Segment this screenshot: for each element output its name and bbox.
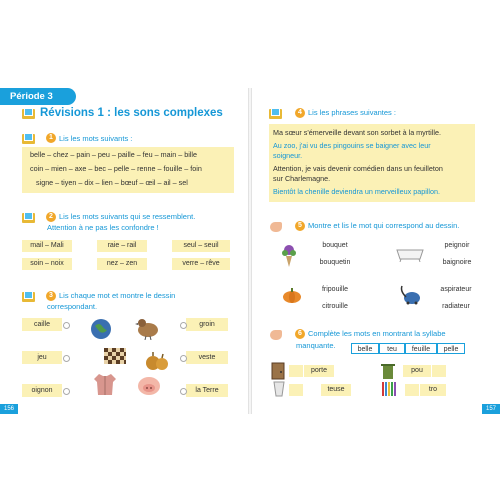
exercise-2-instruction: Lis les mots suivants qui se ressemblent. <box>59 212 196 221</box>
word-fragment: tro <box>420 384 446 396</box>
exercise-6-instruction: manquante. <box>296 341 336 350</box>
blank-slot[interactable] <box>289 365 303 377</box>
hand-pointing-icon <box>270 222 282 232</box>
word-option[interactable]: bouquetin <box>319 259 351 266</box>
blank-slot[interactable] <box>289 384 303 396</box>
bouquet-icon[interactable] <box>280 244 298 268</box>
word-pair[interactable]: seul – seuil <box>172 240 230 252</box>
jacket-icon[interactable] <box>93 372 117 396</box>
exercise-3-instruction: correspondant. <box>47 302 98 311</box>
link-dot[interactable] <box>63 355 70 362</box>
pumpkin-icon[interactable] <box>282 286 302 304</box>
exercise-1-instruction: Lis les mots suivants : <box>59 134 133 143</box>
exercise-3-instruction: Lis chaque mot et montre le dessin <box>59 291 176 300</box>
blank-slot[interactable] <box>432 365 446 377</box>
syllable-option[interactable]: belle <box>351 343 379 354</box>
sentence-line: soigneur. <box>273 151 303 160</box>
word-line: signe – tiyen – dix – lien – bœuf – œil – ail – sel <box>36 178 188 187</box>
sentence-line: Au zoo, j'ai vu des pingouins se baigner avec leur <box>273 141 431 150</box>
word-card[interactable]: jeu <box>22 351 62 364</box>
sentence-line: Attention, je vais devenir comédien dans un feuilleton <box>273 164 443 173</box>
book-icon <box>22 133 35 144</box>
exercise-6-instruction: Complète les mots en montrant la syllabe <box>308 329 446 338</box>
pencils-icon[interactable] <box>381 381 397 397</box>
trash-icon[interactable] <box>381 362 395 380</box>
word-card[interactable]: caille <box>22 318 62 331</box>
syllable-option[interactable]: teu <box>379 343 405 354</box>
globe-icon[interactable] <box>90 318 112 340</box>
vacuum-icon[interactable] <box>398 285 422 305</box>
exercise-number: 5 <box>295 221 305 231</box>
page-number: 157 <box>482 404 500 414</box>
exercise-number: 6 <box>295 329 305 339</box>
link-dot[interactable] <box>63 322 70 329</box>
onion-icon[interactable] <box>145 350 169 372</box>
word-line: belle – chez – pain – peu – paille – feu – main – bille <box>30 150 198 159</box>
word-option[interactable]: radiateur <box>442 303 470 310</box>
bathtub-icon[interactable] <box>395 246 425 262</box>
exercise-2-instruction: Attention à ne pas les confondre ! <box>47 223 159 232</box>
exercise-number: 3 <box>46 291 56 301</box>
word-pair[interactable]: mail – Mali <box>22 240 72 252</box>
exercise-number: 2 <box>46 212 56 222</box>
quail-icon[interactable] <box>135 316 161 340</box>
word-pair[interactable]: raie – rail <box>97 240 147 252</box>
hand-pointing-icon <box>270 330 282 340</box>
word-fragment: porte <box>304 365 334 377</box>
word-card[interactable]: veste <box>186 351 228 364</box>
word-pair[interactable]: nez – zen <box>97 258 147 270</box>
blank-slot[interactable] <box>405 384 419 396</box>
word-option[interactable]: aspirateur <box>440 286 472 293</box>
link-dot[interactable] <box>180 322 187 329</box>
sentence-line: Ma sœur s'émerveille devant son sorbet à la myrtille. <box>273 128 441 137</box>
word-fragment: pou <box>403 365 431 377</box>
page-title: Révisions 1 : les sons complexes <box>40 107 223 119</box>
book-icon <box>22 108 35 119</box>
periode-tab: Période 3 <box>0 88 76 105</box>
word-card[interactable]: la Terre <box>186 384 228 397</box>
word-option[interactable]: bouquet <box>322 242 348 249</box>
book-icon <box>22 291 35 302</box>
glass-icon[interactable] <box>272 381 286 397</box>
syllable-option[interactable]: pelle <box>437 343 465 354</box>
word-line: coin – mien – axe – bec – pelle – renne – fouille – foin <box>30 164 202 173</box>
word-pair[interactable]: soin – noix <box>22 258 72 270</box>
syllable-option[interactable]: feuille <box>405 343 437 354</box>
door-icon[interactable] <box>271 362 285 380</box>
book-icon <box>269 108 282 119</box>
word-option[interactable]: baignoire <box>442 259 472 266</box>
page-number: 156 <box>0 404 18 414</box>
word-pair[interactable]: verre – rêve <box>172 258 230 270</box>
exercise-number: 1 <box>46 133 56 143</box>
link-dot[interactable] <box>180 388 187 395</box>
word-option[interactable]: citrouille <box>322 303 348 310</box>
exercise-5-instruction: Montre et lis le mot qui correspond au dessin. <box>308 221 460 230</box>
word-card[interactable]: groin <box>186 318 228 331</box>
book-icon <box>22 212 35 223</box>
pig-snout-icon[interactable] <box>137 374 161 396</box>
exercise-4-instruction: Lis les phrases suivantes : <box>308 108 396 117</box>
link-dot[interactable] <box>180 355 187 362</box>
sentence-line: Bientôt la chenille deviendra un merveilleux papillon. <box>273 187 441 196</box>
sentence-line: sur Charlemagne. <box>273 174 331 183</box>
word-option[interactable]: fripouille <box>321 286 349 293</box>
link-dot[interactable] <box>63 388 70 395</box>
word-fragment: teuse <box>321 384 351 396</box>
checkerboard-icon[interactable] <box>104 348 126 364</box>
exercise-number: 4 <box>295 108 305 118</box>
word-card[interactable]: oignon <box>22 384 62 397</box>
word-option[interactable]: peignoir <box>444 242 470 249</box>
